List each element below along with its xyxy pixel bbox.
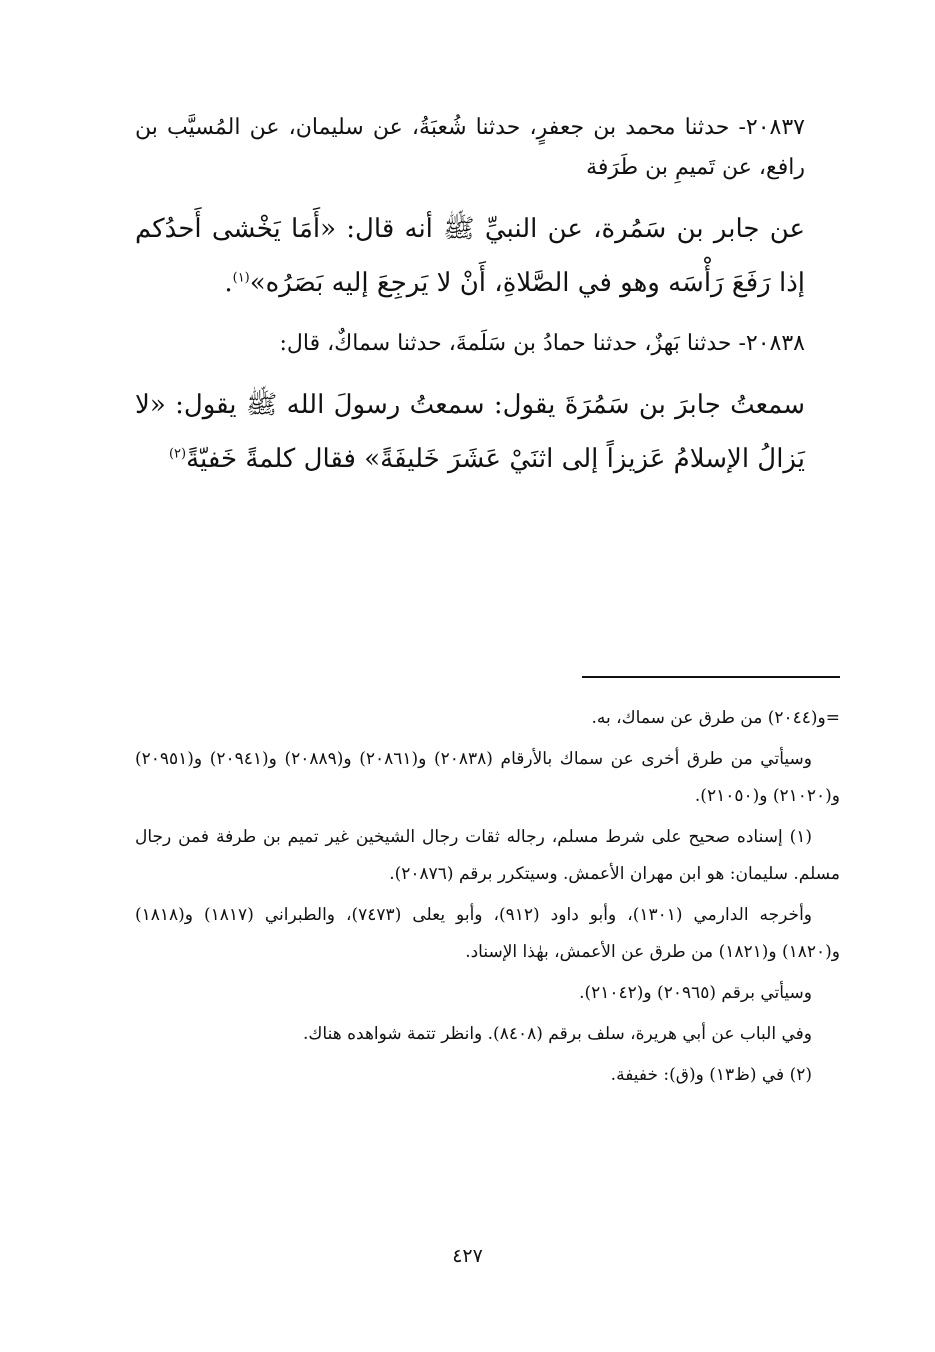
hadith-20838-isnad: ٢٠٨٣٨- حدثنا بَهزٌ، حدثنا حمادُ بن سَلَمةَ، حدثنا سماكٌ، قال: bbox=[279, 331, 805, 356]
hadith-20838-matn-text: سمعتُ جابرَ بن سَمُرَةَ يقول: سمعتُ رسولَ الله ﷺ يقول: «لا يَزالُ الإسلامُ عَزيزاً إلى اثنَيْ عَشَرَ خَليفَةً» فقال كلمةً خَفيّةً bbox=[135, 390, 805, 474]
footnote-ref-1: (١) bbox=[232, 270, 250, 286]
hadith-20837-matn-text: عن جابر بن سَمُرة، عن النبيِّ ﷺ أنه قال: «أَمَا يَخْشى أَحدُكم إذا رَفَعَ رَأْسَه وهو في الصَّلاةِ، أَنْ لا يَرجِعَ إليه بَصَرُه» bbox=[135, 214, 805, 298]
footnote-paragraph: وسيأتي برقم (٢٠٩٦٥) و(٢١٠٤٢). bbox=[579, 983, 812, 1003]
footnote-1: (١) إسناده صحيح على شرط مسلم، رجاله ثقات رجال الشيخين غير تميم بن طرفة فمن رجال مسلم. سليمان: هو ابن مهران الأعمش. وسيتكرر برقم (٢٠٨٧٦). bbox=[135, 827, 840, 884]
footnote-ref-2: (٢) bbox=[168, 446, 187, 462]
hadith-20838-matn bbox=[135, 378, 805, 486]
footnote-divider bbox=[582, 676, 840, 678]
hadith-20837-end: . bbox=[224, 268, 233, 298]
footnote-continuation: =و(٢٠٤٤) من طرق عن سماك، به. bbox=[591, 708, 840, 728]
footnote-2: (٢) في (ظ١٣) و(ق): خفيفة. bbox=[610, 1065, 812, 1085]
hadith-20837-matn bbox=[135, 202, 805, 310]
footnotes bbox=[135, 700, 840, 1098]
main-text bbox=[135, 108, 805, 500]
hadith-20837-isnad: ٢٠٨٣٧- حدثنا محمد بن جعفرٍ، حدثنا شُعبَةُ، عن سليمان، عن المُسيَّب بن رافع، عن تَميمِ بن طَرَفة bbox=[135, 115, 805, 180]
footnote-paragraph: وسيأتي من طرق أخرى عن سماك بالأرقام (٢٠٨٣٨) و(٢٠٨٦١) و(٢٠٨٨٩) و(٢٠٩٤١) و(٢٠٩٥١) و(٢١٠٢٠) و(٢١٠٥٠). bbox=[135, 749, 840, 806]
footnote-paragraph: وفي الباب عن أبي هريرة، سلف برقم (٨٤٠٨). وانظر تتمة شواهده هناك. bbox=[303, 1024, 812, 1044]
page-number: ٤٢٧ bbox=[452, 1245, 483, 1267]
footnote-paragraph: وأخرجه الدارمي (١٣٠١)، وأبو داود (٩١٢)، وأبو يعلى (٧٤٧٣)، والطبراني (١٨١٧) و(١٨١٨) و(١٨٢٠) و(١٨٢١) من طرق عن الأعمش، بهٰذا الإسناد. bbox=[135, 905, 840, 962]
